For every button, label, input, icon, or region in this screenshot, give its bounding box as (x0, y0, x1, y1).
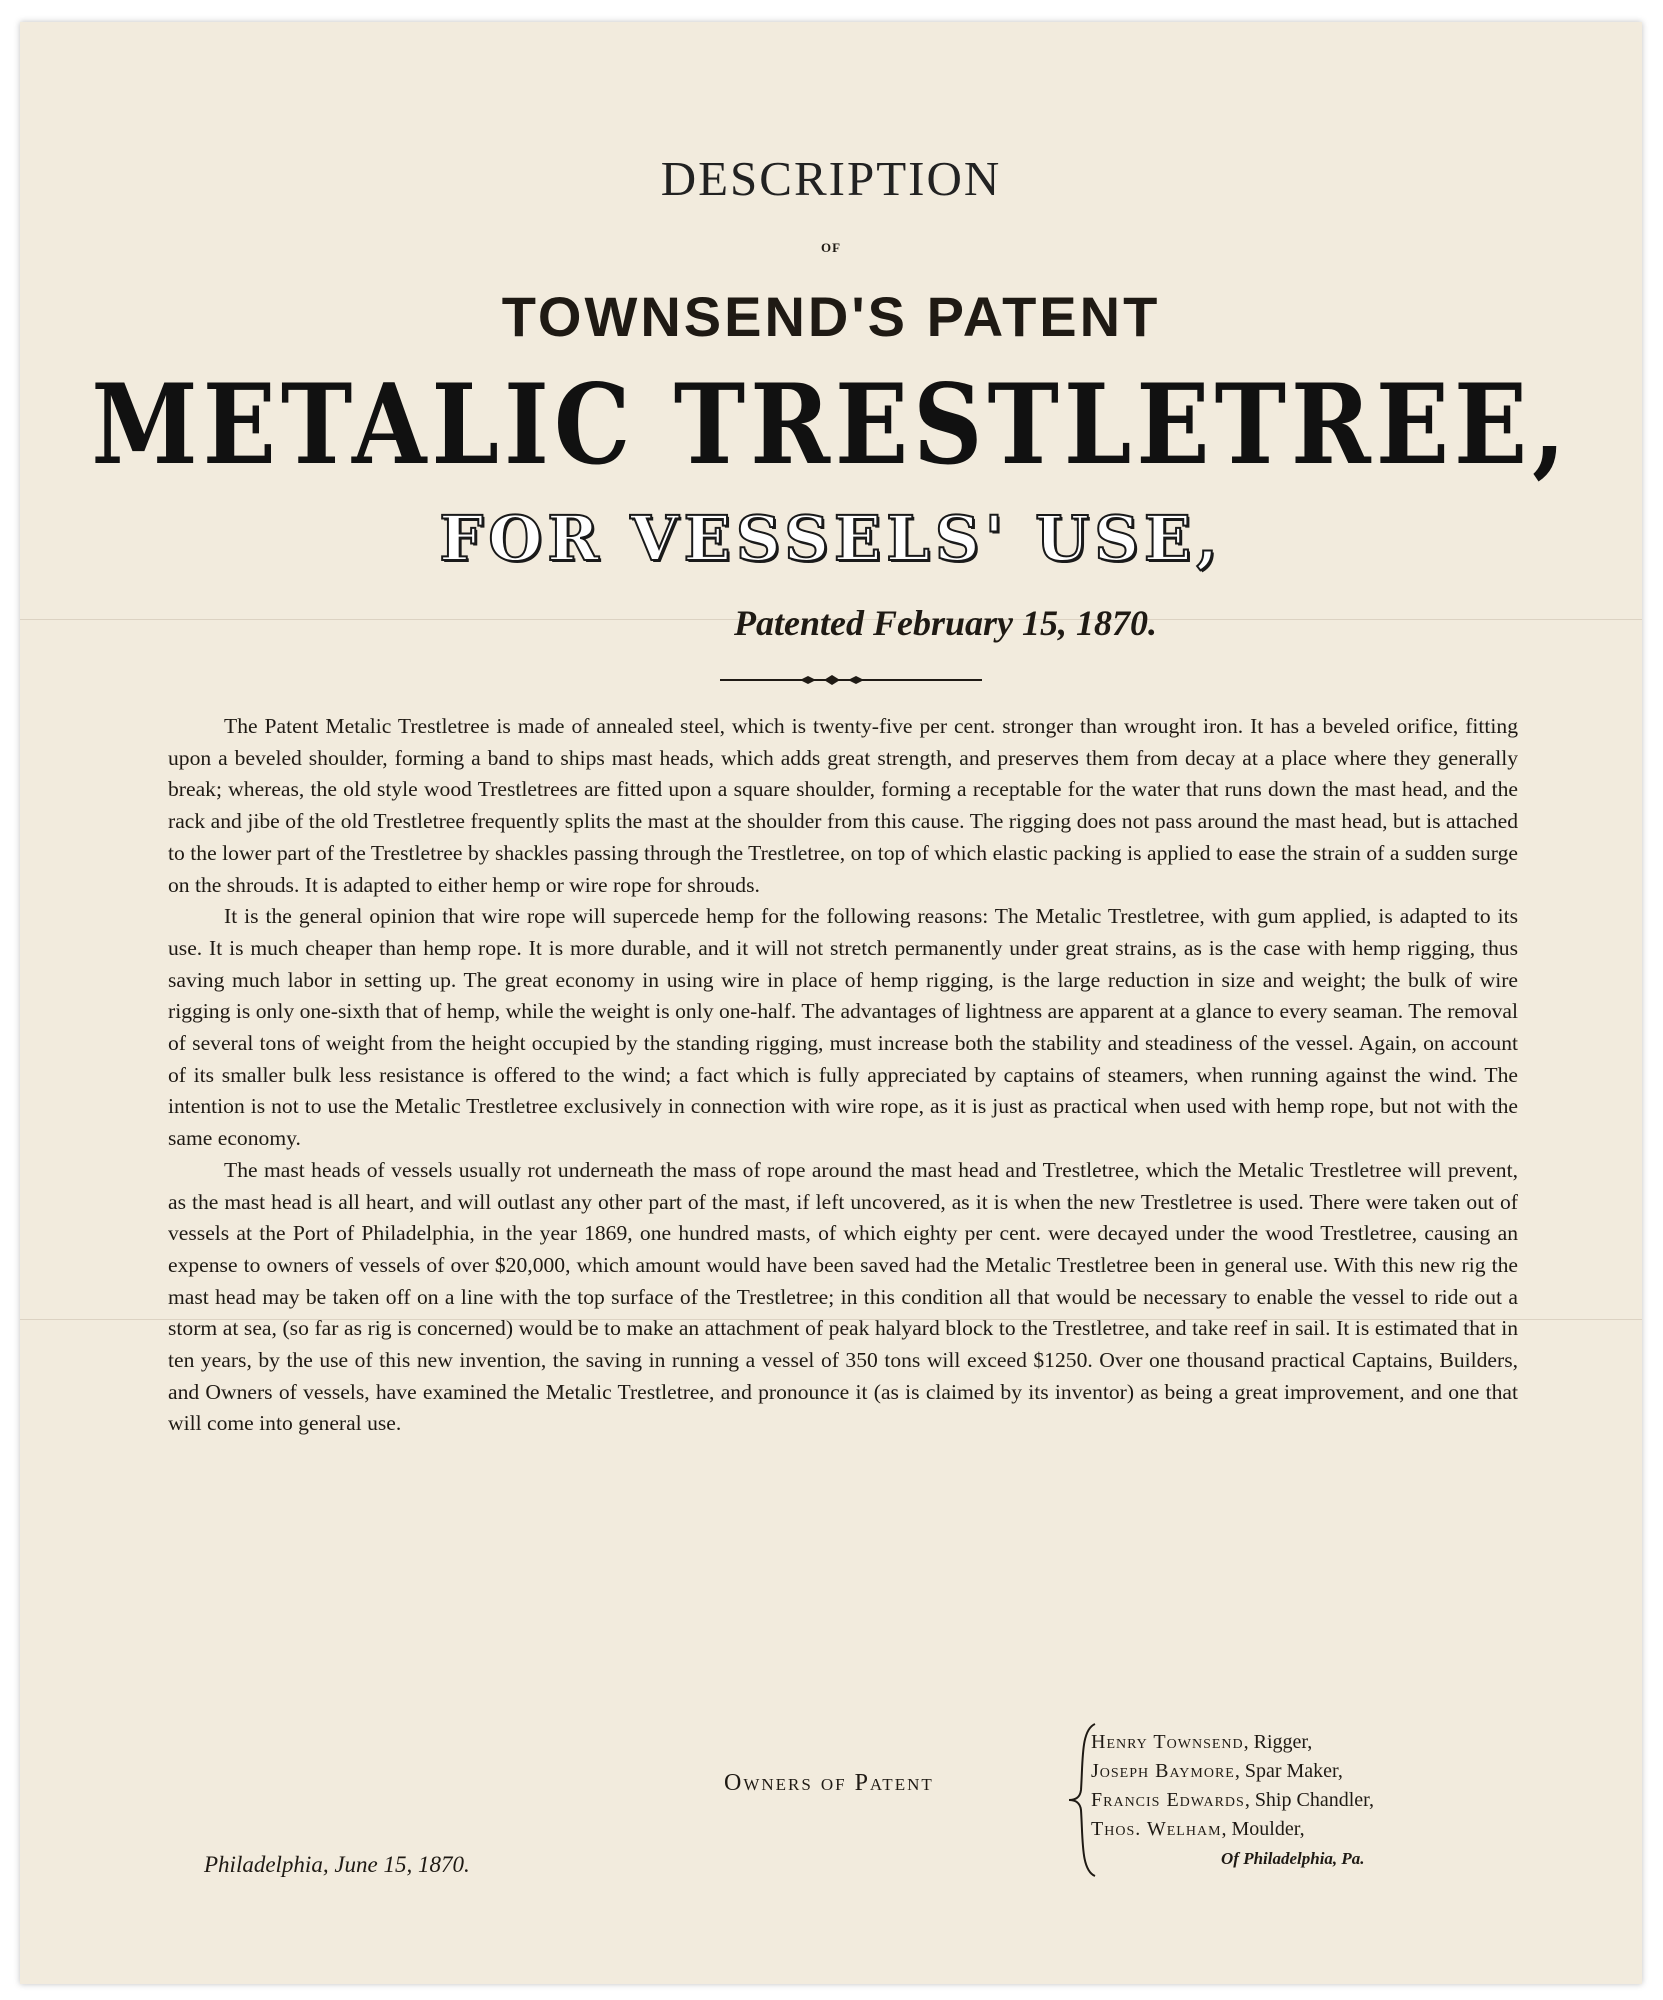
owner-name: Joseph Baymore (1091, 1760, 1235, 1782)
owner-name: Thos. Welham (1091, 1818, 1222, 1840)
ornamental-rule (720, 672, 982, 688)
owner-role: Ship Chandler, (1254, 1789, 1375, 1811)
owner-role: Rigger, (1253, 1731, 1313, 1753)
owner-role: Spar Maker, (1244, 1760, 1343, 1782)
title-vessels-use: FOR VESSELS' USE, (439, 502, 1223, 575)
title-description: DESCRIPTION (660, 151, 1002, 206)
paragraph: The Patent Metalic Trestletree is made of annealed steel, which is twenty-five per cent. stronger than wrought iron. It has a beveled orifice, fitting upon a beveled shoulder, forming a band to ships mast heads, which adds great strength, and preserves them from decay at a place where they generally break; whereas, the old style wood Trestletrees are fitted upon a square shoulder, forming a receptable for the water that runs down the mast head, and the rack and jibe of the old Trestletree frequently splits the mast at the shoulder from this cause. The rigging does not pass around the mast head, but is attached to the lower part of the Trestletree by shackles passing through the Trestletree, on top of which elastic packing is applied to ease the strain of a sudden surge on the shrouds. It is adapted to either hemp or wire rope for shrouds. (168, 714, 1518, 897)
owners-of-patent-label: Owners of Patent (724, 1770, 934, 1796)
place-and-date: Philadelphia, June 15, 1870. (204, 1852, 470, 1877)
body-text (168, 711, 1518, 1440)
owner-entry: Francis Edwards, Ship Chandler, (1091, 1789, 1375, 1811)
title-metalic-trestletree: METALIC TRESTLETREE, (91, 359, 1571, 490)
owners-city: Of Philadelphia, Pa. (1221, 1849, 1365, 1868)
owner-name: Henry Townsend (1091, 1731, 1244, 1753)
owner-role: Moulder, (1231, 1818, 1305, 1840)
owner-entry: Henry Townsend, Rigger, (1091, 1731, 1313, 1753)
paragraph: The mast heads of vessels usually rot underneath the mass of rope around the mast head and Trestletree, which the Metalic Trestletree will prevent, as the mast head is all heart, and will outlast any other part of the mast, if left uncovered, as it is when the new Trestletree is used. There were taken out of vessels at the Port of Philadelphia, in the year 1869, one hundred masts, of which eighty per cent. were decayed under the wood Trestletree, causing an expense to owners of vessels of over $20,000, which amount would have been saved had the Metalic Trestletree been in general use. With this new rig the mast head may be taken off on a line with the top surface of the Trestletree; in this condition all that would be necessary to enable the vessel to ride out a storm at sea, (so far as rig is concerned) would be to make an attachment of peak halyard block to the Trestletree, and take reef in sail. It is estimated that in ten years, by the use of this new invention, the saving in running a vessel of 350 tons will exceed $1250. Over one thousand practical Captains, Builders, and Owners of vessels, have examined the Metalic Trestletree, and pronounce it (as is claimed by its inventor) as being a great improvement, and one that will come into general use. (168, 1157, 1518, 1436)
paragraph: It is the general opinion that wire rope will supercede hemp for the following reasons: The Metalic Trestletree, with gum applied, is adapted to its use. It is much cheaper than hemp rope. It is more durable, and it will not stretch permanently under great strains, as is the case with hemp rigging, thus saving much labor in setting up. The great economy in using wire in place of hemp rigging, is the large reduction in size and weight; the bulk of wire rigging is only one-sixth that of hemp, while the weight is only one-half. The advantages of lightness are apparent at a glance to every seaman. The removal of several tons of weight from the height occupied by the standing rigging, must increase both the stability and steadiness of the vessel. Again, on account of its smaller bulk less resistance is offered to the wind; a fact which is fully appreciated by captains of steamers, when running against the wind. The intention is not to use the Metalic Trestletree exclusively in connection with wire rope, as it is just as practical when used with hemp rope, but not with the same economy. (168, 904, 1518, 1151)
broadside-sheet (20, 22, 1642, 1984)
owner-name: Francis Edwards (1091, 1789, 1245, 1811)
owner-entry: Joseph Baymore, Spar Maker, (1091, 1760, 1343, 1782)
owners-list (1091, 1728, 1374, 1873)
owner-entry: Thos. Welham, Moulder, (1091, 1818, 1305, 1840)
title-townsends-patent: TOWNSEND'S PATENT (501, 285, 1161, 348)
title-of: OF (820, 240, 842, 255)
patent-date: Patented February 15, 1870. (734, 603, 1157, 643)
